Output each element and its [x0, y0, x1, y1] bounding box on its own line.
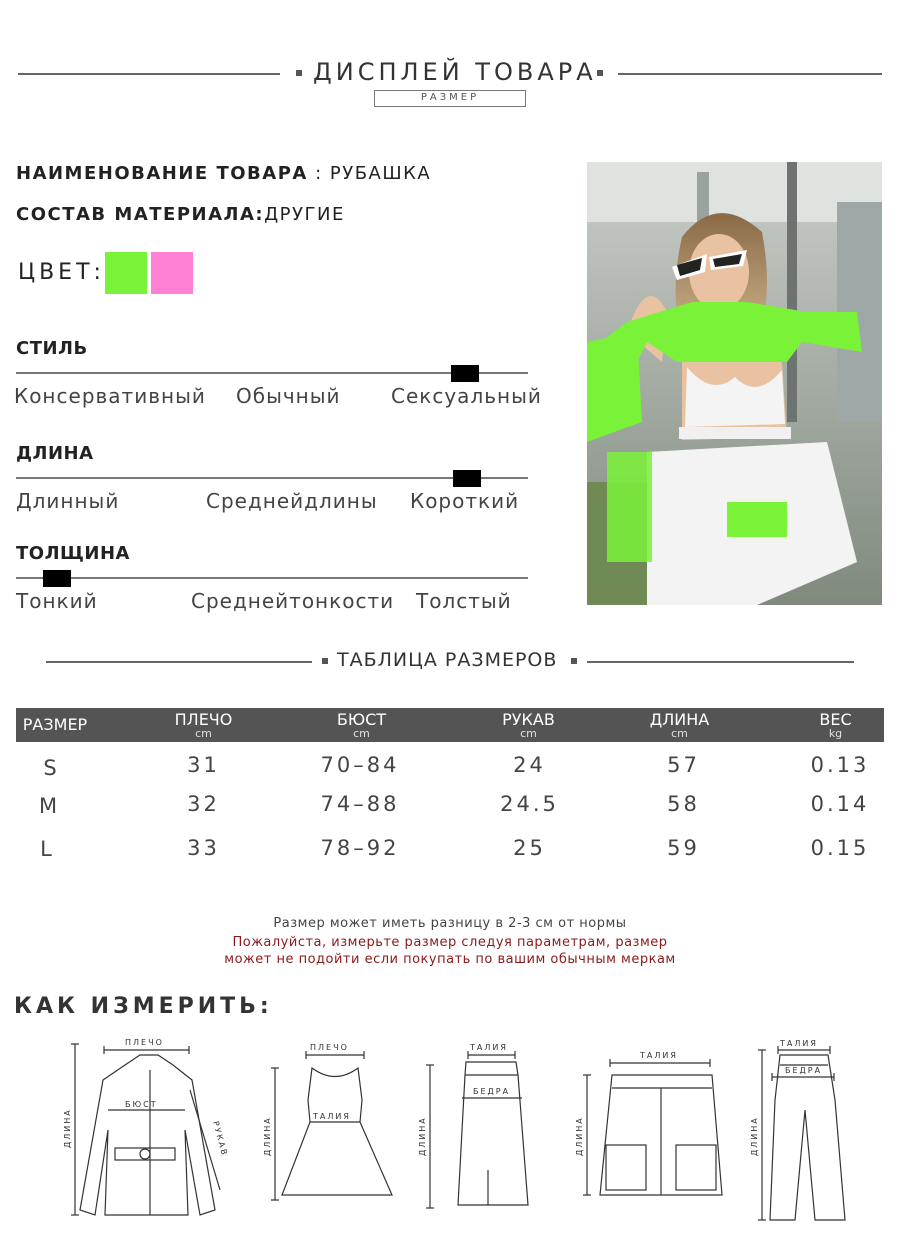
col-length-unit: cm — [671, 727, 688, 740]
table-cell: 31 — [187, 753, 220, 777]
product-name-label: НАИМЕНОВАНИЕ ТОВАРА — [16, 163, 308, 184]
skirt-hips-label: БЕДРА — [473, 1087, 511, 1096]
thickness-scale-line — [16, 577, 528, 579]
length-option-long: Длинный — [16, 489, 120, 513]
product-photo-illustration — [587, 162, 882, 605]
shorts-length-label: ДЛИНА — [575, 1116, 584, 1156]
pants-waist-label: ТАЛИЯ — [780, 1039, 818, 1048]
page-subtitle: РАЗМЕР — [374, 90, 526, 107]
dress-diagram — [271, 1051, 392, 1200]
table-cell: 78–92 — [320, 836, 400, 860]
jacket-bust-label: БЮСТ — [125, 1100, 158, 1109]
style-option-conservative: Консервативный — [14, 384, 206, 408]
skirt-diagram — [426, 1051, 528, 1208]
jacket-diagram — [71, 1044, 220, 1215]
table-cell: 0.13 — [810, 753, 870, 777]
table-cell: 0.15 — [810, 836, 870, 860]
color-swatch-green[interactable] — [105, 252, 147, 294]
color-label: ЦВЕТ: — [18, 260, 105, 285]
shorts-diagram — [583, 1059, 722, 1195]
col-bust-label: БЮСТ — [336, 710, 387, 729]
length-option-medium: Среднейдлины — [206, 489, 378, 513]
style-scale-marker — [451, 365, 479, 382]
color-swatch-pink[interactable] — [151, 252, 193, 294]
size-table-title: ТАБЛИЦА РАЗМЕРОВ — [337, 649, 558, 671]
size-note: Размер может иметь разницу в 2-3 см от нормы — [273, 916, 627, 931]
style-option-normal: Обычный — [236, 384, 341, 408]
jacket-length-label: ДЛИНА — [63, 1108, 72, 1148]
col-size-label: РАЗМЕР — [22, 715, 88, 734]
col-size — [16, 717, 94, 733]
dress-length-label: ДЛИНА — [263, 1116, 272, 1156]
product-name-row — [16, 163, 431, 184]
material-row — [16, 204, 345, 225]
product-photo — [587, 162, 882, 605]
thickness-option-medium: Среднейтонкости — [191, 589, 395, 613]
measure-diagrams — [0, 1030, 900, 1230]
page-title: ДИСПЛЕЙ ТОВАРА — [313, 58, 597, 86]
style-scale-title: СТИЛЬ — [16, 338, 88, 359]
size-table-dot-left — [322, 658, 328, 664]
thickness-scale-marker — [43, 570, 71, 587]
length-scale-line — [16, 477, 528, 479]
col-weight-unit: kg — [828, 727, 843, 740]
table-cell: 74–88 — [320, 792, 400, 816]
size-warning-line1: Пожалуйста, измерьте размер следуя параметрам, размер — [232, 935, 668, 950]
table-cell: 0.14 — [810, 792, 870, 816]
header-dot-right — [597, 70, 603, 76]
col-shoulder-unit: cm — [195, 727, 212, 740]
product-name-value: : РУБАШКА — [315, 163, 432, 184]
table-cell: 24 — [513, 753, 546, 777]
size-table-rule-right — [587, 661, 854, 663]
shorts-waist-label: ТАЛИЯ — [640, 1051, 678, 1060]
length-scale-marker — [453, 470, 481, 487]
table-cell: 24.5 — [500, 792, 559, 816]
table-cell: 59 — [667, 836, 700, 860]
how-to-measure-title: КАК ИЗМЕРИТЬ: — [14, 994, 273, 1019]
col-length-label: ДЛИНА — [649, 710, 710, 729]
dress-waist-label: ТАЛИЯ — [313, 1112, 351, 1121]
col-bust-unit: cm — [353, 727, 370, 740]
header-rule-left — [18, 73, 280, 75]
col-sleeve — [481, 712, 576, 740]
jacket-sleeve-label: РУКАВ — [211, 1120, 230, 1158]
table-cell: 33 — [187, 836, 220, 860]
header-rule-right — [618, 73, 882, 75]
style-option-sexy: Сексуальный — [391, 384, 542, 408]
thickness-option-thin: Тонкий — [16, 589, 98, 613]
col-sleeve-unit: cm — [520, 727, 537, 740]
length-option-short: Короткий — [410, 489, 520, 513]
dress-shoulder-label: ПЛЕЧО — [310, 1043, 349, 1052]
pants-hips-label: БЕДРА — [785, 1066, 823, 1075]
thickness-scale-title: ТОЛЩИНА — [16, 543, 130, 564]
length-scale-title: ДЛИНА — [16, 443, 94, 464]
col-shoulder — [156, 712, 251, 740]
col-bust — [314, 712, 409, 740]
pants-length-label: ДЛИНА — [750, 1116, 759, 1156]
table-cell: 32 — [187, 792, 220, 816]
table-cell: L — [40, 837, 52, 861]
size-table-rule-left — [46, 661, 312, 663]
size-table-header — [16, 708, 884, 742]
table-cell: 70–84 — [320, 753, 400, 777]
col-shoulder-label: ПЛЕЧО — [174, 710, 233, 729]
col-sleeve-label: РУКАВ — [502, 710, 555, 729]
material-value: ДРУГИЕ — [264, 204, 345, 225]
table-cell: 57 — [667, 753, 700, 777]
header-dot-left — [296, 70, 302, 76]
col-weight-label: ВЕС — [819, 710, 852, 729]
size-table-dot-right — [571, 658, 577, 664]
thickness-option-thick: Толстый — [416, 589, 512, 613]
table-cell: M — [38, 794, 58, 818]
skirt-waist-label: ТАЛИЯ — [470, 1043, 508, 1052]
col-weight — [788, 712, 883, 740]
size-warning-line2: может не подойти если покупать по вашим обычным меркам — [224, 952, 676, 967]
table-cell: 25 — [513, 836, 546, 860]
table-cell: S — [43, 756, 57, 780]
jacket-shoulder-label: ПЛЕЧО — [125, 1038, 164, 1047]
material-label: СОСТАВ МАТЕРИАЛА: — [16, 204, 265, 225]
col-length — [632, 712, 727, 740]
skirt-length-label: ДЛИНА — [418, 1116, 427, 1156]
table-cell: 58 — [667, 792, 700, 816]
